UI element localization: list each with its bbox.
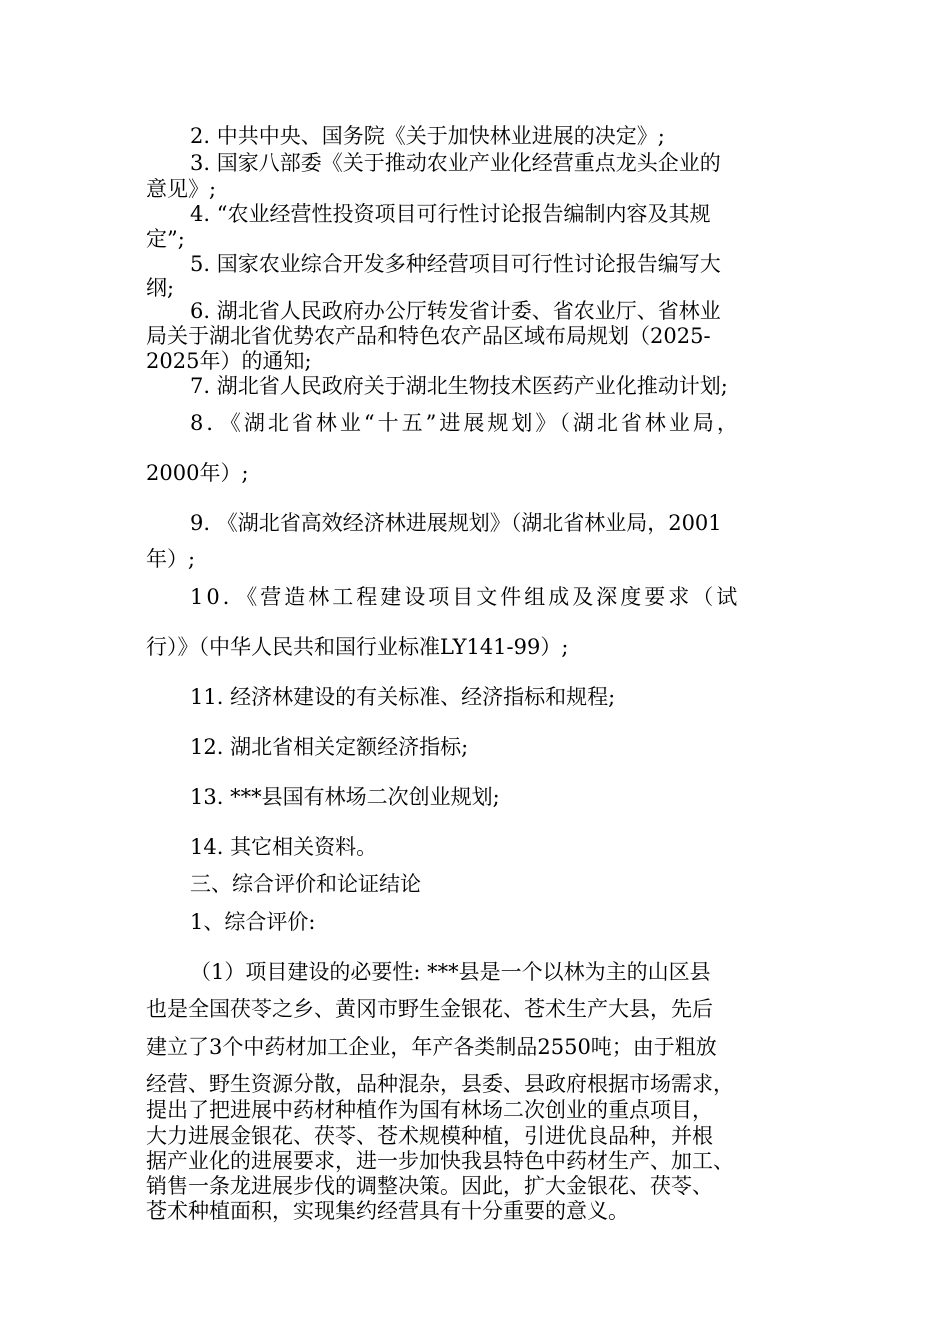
- text-line: 2000年）;: [146, 461, 249, 485]
- text-line: 12. 湖北省相关定额经济指标;: [190, 735, 469, 759]
- text-line: 9. 《湖北省高效经济林进展规划》（湖北省林业局，2001: [190, 511, 722, 535]
- text-line: 4. “农业经营性投资项目可行性讨论报告编制内容及其规: [190, 202, 711, 226]
- text-line: 11. 经济林建设的有关标准、经济指标和规程;: [190, 685, 616, 709]
- text-line: 纲;: [146, 276, 175, 300]
- text-line: 建立了3个中药材加工企业，年产各类制品2550吨；由于粗放: [146, 1035, 717, 1059]
- text-line: 2025年）的通知;: [146, 349, 312, 373]
- text-line: 14. 其它相关资料。: [190, 835, 378, 859]
- text-line: 10．《营造林工程建设项目文件组成及深度要求（试: [190, 585, 741, 609]
- text-line: 定”;: [146, 227, 185, 251]
- text-line: 销售一条龙进展步伐的调整决策。因此，扩大金银花、茯苓、: [146, 1174, 713, 1198]
- text-line: 局关于湖北省优势农产品和特色农产品区域布局规划（2025-: [146, 324, 711, 348]
- text-line: 大力进展金银花、茯苓、苍术规模种植，引进优良品种，并根: [146, 1124, 713, 1148]
- text-line: 行）》（中华人民共和国行业标准LY141-99）;: [146, 635, 569, 659]
- text-line: 提出了把进展中药材种植作为国有林场二次创业的重点项目，: [146, 1098, 713, 1122]
- text-line: （1）项目建设的必要性: ***县是一个以林为主的山区县: [190, 960, 711, 984]
- text-line: 据产业化的进展要求，进一步加快我县特色中药材生产、加工、: [146, 1149, 734, 1173]
- text-line: 13. ***县国有林场二次创业规划;: [190, 785, 500, 809]
- text-line: 也是全国茯苓之乡、黄冈市野生金银花、苍术生产大县，先后: [146, 997, 713, 1021]
- text-line: 6. 湖北省人民政府办公厅转发省计委、省农业厅、省林业: [190, 299, 721, 323]
- text-line: 7. 湖北省人民政府关于湖北生物技术医药产业化推动计划;: [190, 374, 728, 398]
- text-line: 3. 国家八部委《关于推动农业产业化经营重点龙头企业的: [190, 151, 721, 175]
- subsection-heading: 1、综合评价:: [190, 910, 316, 934]
- text-line: 年）;: [146, 547, 196, 571]
- text-line: 意见》;: [146, 177, 217, 201]
- text-line: 苍术种植面积，实现集约经营具有十分重要的意义。: [146, 1199, 629, 1223]
- text-line: 经营、野生资源分散，品种混杂，县委、县政府根据市场需求，: [146, 1072, 734, 1096]
- section-heading: 三、综合评价和论证结论: [190, 872, 421, 896]
- text-line: 2. 中共中央、国务院《关于加快林业进展的决定》;: [190, 124, 665, 148]
- text-line: 8．《湖北省林业“十五”进展规划》（湖北省林业局，: [190, 411, 741, 435]
- text-line: 5. 国家农业综合开发多种经营项目可行性讨论报告编写大: [190, 252, 721, 276]
